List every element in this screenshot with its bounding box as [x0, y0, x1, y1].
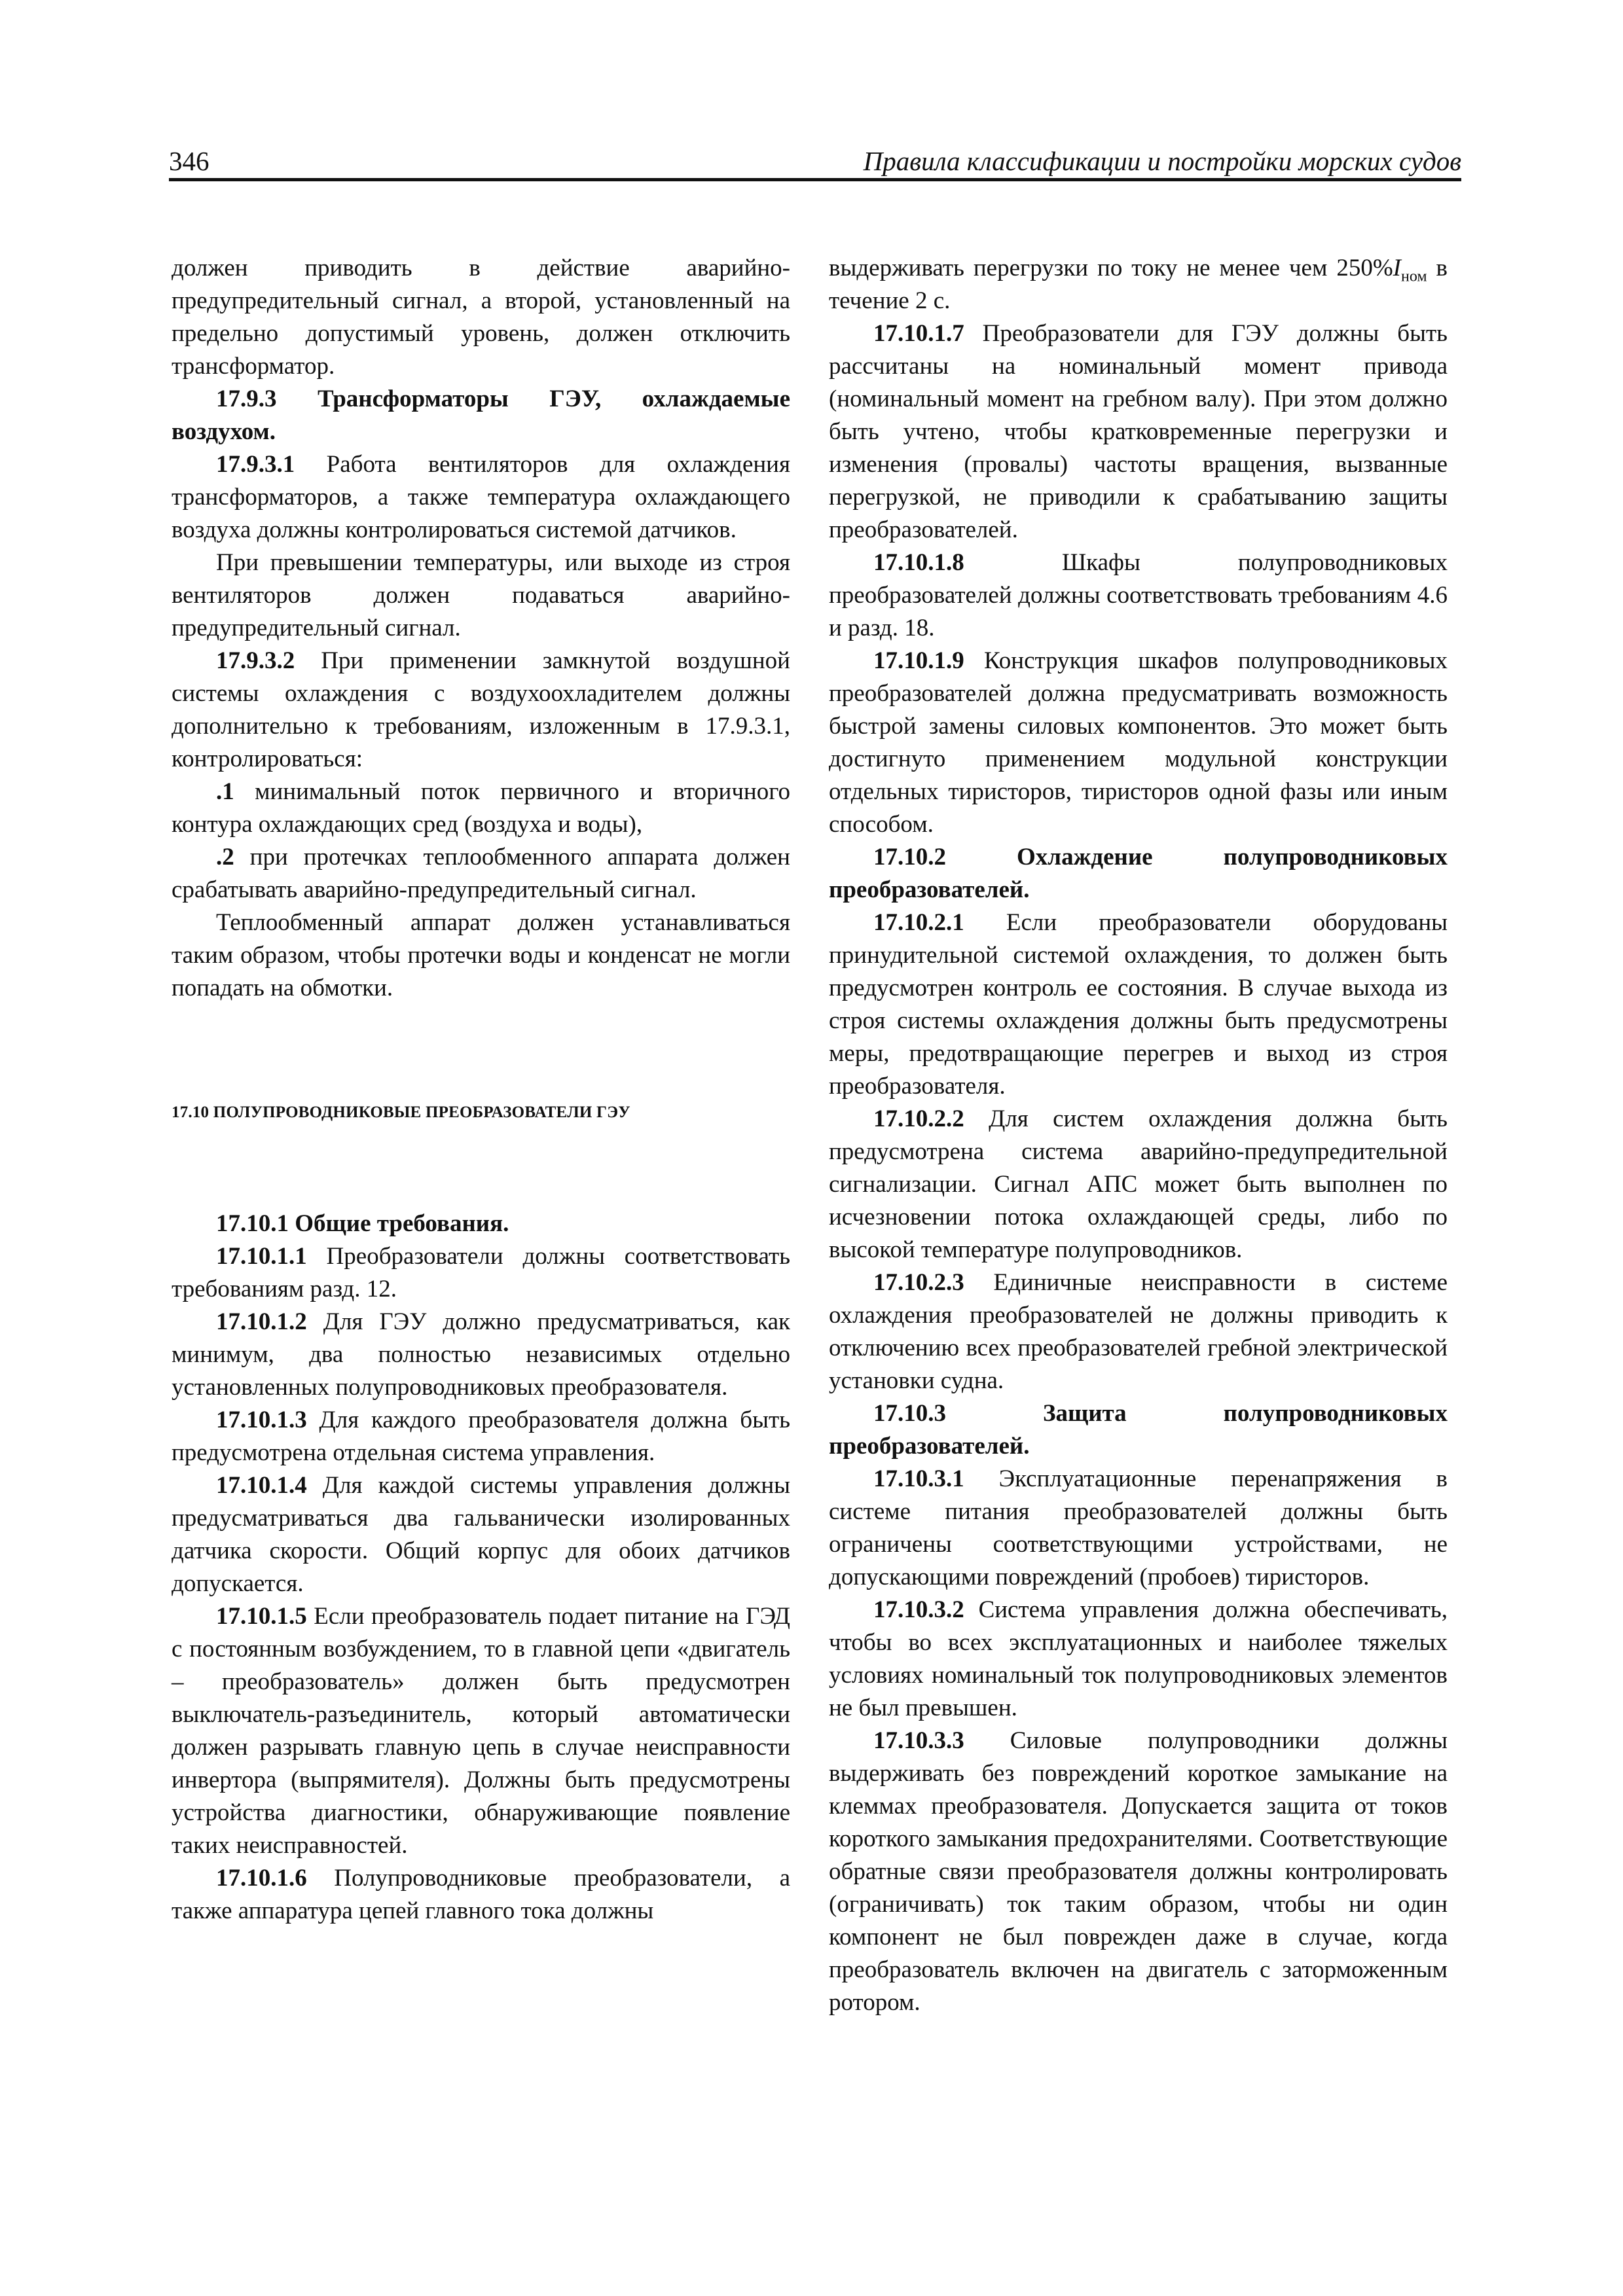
page-number: 346	[169, 146, 210, 176]
clause-number: 17.10.3.1	[873, 1465, 964, 1492]
paragraph	[172, 1862, 790, 1928]
clause-number: 17.10.1.1	[216, 1243, 307, 1270]
clause-text: Единичные неисправности в системе охлаждения преобразователей не должны приводить к отключению всех преобразователей гребной электрической установки судна.	[829, 1269, 1448, 1394]
subsection-title-text: 17.10.1 Общие требования.	[216, 1210, 509, 1237]
clause-number: 17.10.3.2	[873, 1596, 964, 1623]
clause-text: Конструкция шкафов полупроводниковых преобразователей должна предусматривать возможность быстрой замены силовых компонентов. Это может быть достигнуто применением модульной конструкции отдельных тиристоров, тиристоров одной фазы или иным способом.	[829, 647, 1448, 838]
list-marker: .2	[216, 844, 234, 870]
clause-number: 17.9.3.2	[216, 647, 295, 674]
clause-number: 17.10.1.5	[216, 1603, 307, 1630]
paragraph: должен приводить в действие аварийно-предупредительный сигнал, а второй, установленный на предельно допустимый уровень, должен отключить трансформатор.	[172, 255, 790, 380]
text-run: в течение 2 с.	[829, 255, 1448, 314]
running-title: Правила классификации и постройки морских судов	[863, 146, 1461, 176]
current-subscript: ном	[1400, 268, 1427, 285]
paragraph	[172, 1404, 790, 1469]
list-text: при протечках теплообменного аппарата должен срабатывать аварийно-предупредительный сигнал.	[172, 844, 790, 903]
clause-number: 17.10.1.2	[216, 1308, 307, 1335]
paragraph	[829, 1266, 1448, 1397]
subsection-title-text: 17.10.2 Охлаждение полупроводниковых преобразователей.	[829, 844, 1448, 903]
paragraph	[172, 1240, 790, 1306]
paragraph	[172, 448, 790, 547]
clause-number: 17.10.1.8	[873, 549, 964, 576]
paragraph	[829, 906, 1448, 1103]
list-item	[172, 776, 790, 841]
clause-number: 17.10.3.3	[873, 1727, 964, 1754]
clause-number: 17.10.2.2	[873, 1105, 964, 1132]
spacer	[172, 1005, 790, 1096]
paragraph	[829, 1594, 1448, 1725]
text-run: выдерживать перегрузки по току не менее чем 250%	[829, 255, 1393, 281]
clause-number: 17.10.2.3	[873, 1269, 964, 1296]
clause-text: Полупроводниковые преобразователи, а также аппаратура цепей главного тока должны	[172, 1865, 790, 1924]
clause-number: 17.10.1.3	[216, 1407, 307, 1433]
clause-number: 17.10.1.6	[216, 1865, 307, 1892]
paragraph: При превышении температуры, или выходе из строя вентиляторов должен подаваться аварийно-предупредительный сигнал.	[172, 549, 790, 641]
subsection-title-text: 17.10.3 Защита полупроводниковых преобразователей.	[829, 1400, 1448, 1460]
paragraph	[172, 1600, 790, 1862]
clause-number: 17.10.1.9	[873, 647, 964, 674]
clause-text: При применении замкнутой воздушной системы охлаждения с воздухоохладителем должны дополнительно к требованиям, изложенным в 17.9.3.1, контролироваться:	[172, 647, 790, 772]
clause-text: Если преобразователь подает питание на ГЭД с постоянным возбуждением, то в главной цепи «двигатель – преобразователь» должен быть предусмотрен выключатель-разъединитель, который автоматически должен разрывать главную цепь в случае неисправности инвертора (выпрямителя). Должны быть предусмотрены устройства диагностики, обнаруживающие появление таких неисправностей.	[172, 1603, 790, 1859]
clause-text: Силовые полупроводники должны выдерживать без повреждений короткое замыкание на клеммах преобразователя. Допускается защита от токов короткого замыкания предохранителями. Соответствующие обратные связи преобразователя должны контролировать (ограничивать) ток таким образом, чтобы ни один компонент не был поврежден даже в случае, когда преобразователь включен на двигатель с заторможенным ротором.	[829, 1727, 1448, 2016]
clause-text: Для ГЭУ должно предусматриваться, как минимум, два полностью независимых отдельно установленных полупроводниковых преобразователя.	[172, 1308, 790, 1401]
paragraph	[829, 1725, 1448, 2019]
left-column	[172, 252, 790, 1928]
paragraph	[829, 1463, 1448, 1594]
subsection-title	[172, 1208, 790, 1240]
list-marker: .1	[216, 778, 234, 805]
subsection-title	[829, 1397, 1448, 1463]
clause-number: 17.10.2.1	[873, 909, 964, 936]
paragraph: Теплообменный аппарат должен устанавливаться таким образом, чтобы протечки воды и конденсат не могли попадать на обмотки.	[172, 909, 790, 1001]
section-heading: 17.10 ПОЛУПРОВОДНИКОВЫЕ ПРЕОБРАЗОВАТЕЛИ ГЭУ	[172, 1103, 630, 1121]
list-text: минимальный поток первичного и вторичного контура охлаждающих сред (воздуха и воды),	[172, 778, 790, 838]
paragraph	[829, 1103, 1448, 1266]
clause-text: Работа вентиляторов для охлаждения трансформаторов, а также температура охлаждающего воздуха должны контролироваться системой датчиков.	[172, 451, 790, 543]
clause-number: 17.10.1.7	[873, 320, 964, 347]
clause-number: 17.9.3.1	[216, 451, 295, 478]
subsection-title	[172, 383, 790, 448]
paragraph	[172, 1306, 790, 1404]
spacer	[172, 1129, 790, 1208]
paragraph	[829, 317, 1448, 547]
list-item	[172, 841, 790, 906]
subsection-title-text: 17.9.3 Трансформаторы ГЭУ, охлаждаемые воздухом.	[172, 386, 790, 445]
paragraph	[829, 547, 1448, 645]
subsection-title	[829, 841, 1448, 906]
clause-text: Преобразователи для ГЭУ должны быть рассчитаны на номинальный момент привода (номинальный момент на гребном валу). При этом должно быть учтено, чтобы кратковременные перегрузки и изменения (провалы) частоты вращения, вызванные перегрузкой, не приводили к срабатыванию защиты преобразователей.	[829, 320, 1448, 543]
clause-text: Для каждой системы управления должны предусматриваться два гальванически изолированных датчика скорости. Общий корпус для обоих датчиков допускается.	[172, 1472, 790, 1597]
header-rule	[169, 178, 1461, 181]
clause-text: Эксплуатационные перенапряжения в системе питания преобразователей должны быть ограничены соответствующими устройствами, не допускающими повреждений (пробоев) тиристоров.	[829, 1465, 1448, 1590]
right-column	[829, 252, 1448, 2019]
clause-text: Система управления должна обеспечивать, чтобы во всех эксплуатационных и наиболее тяжелых условиях номинальный ток полупроводниковых элементов не был превышен.	[829, 1596, 1448, 1721]
paragraph	[829, 252, 1448, 317]
clause-text: Для каждого преобразователя должна быть предусмотрена отдельная система управления.	[172, 1407, 790, 1466]
paragraph	[172, 645, 790, 776]
clause-text: Для систем охлаждения должна быть предусмотрена система аварийно-предупредительной сигнализации. Сигнал АПС может быть выполнен по исчезновении потока охлаждающей среды, либо по высокой температуре полупроводников.	[829, 1105, 1448, 1263]
clause-text: Шкафы полупроводниковых преобразователей должны соответствовать требованиям 4.6 и разд. 18.	[829, 549, 1448, 641]
clause-text: Преобразователи должны соответствовать требованиям разд. 12.	[172, 1243, 790, 1302]
paragraph	[829, 645, 1448, 841]
clause-text: Если преобразователи оборудованы принудительной системой охлаждения, то должен быть предусмотрен контроль ее состояния. В случае выхода из строя системы охлаждения должны быть предусмотрены меры, предотвращающие перегрев и выход из строя преобразователя.	[829, 909, 1448, 1100]
current-symbol: I	[1393, 255, 1401, 281]
paragraph	[172, 1469, 790, 1600]
clause-number: 17.10.1.4	[216, 1472, 307, 1499]
